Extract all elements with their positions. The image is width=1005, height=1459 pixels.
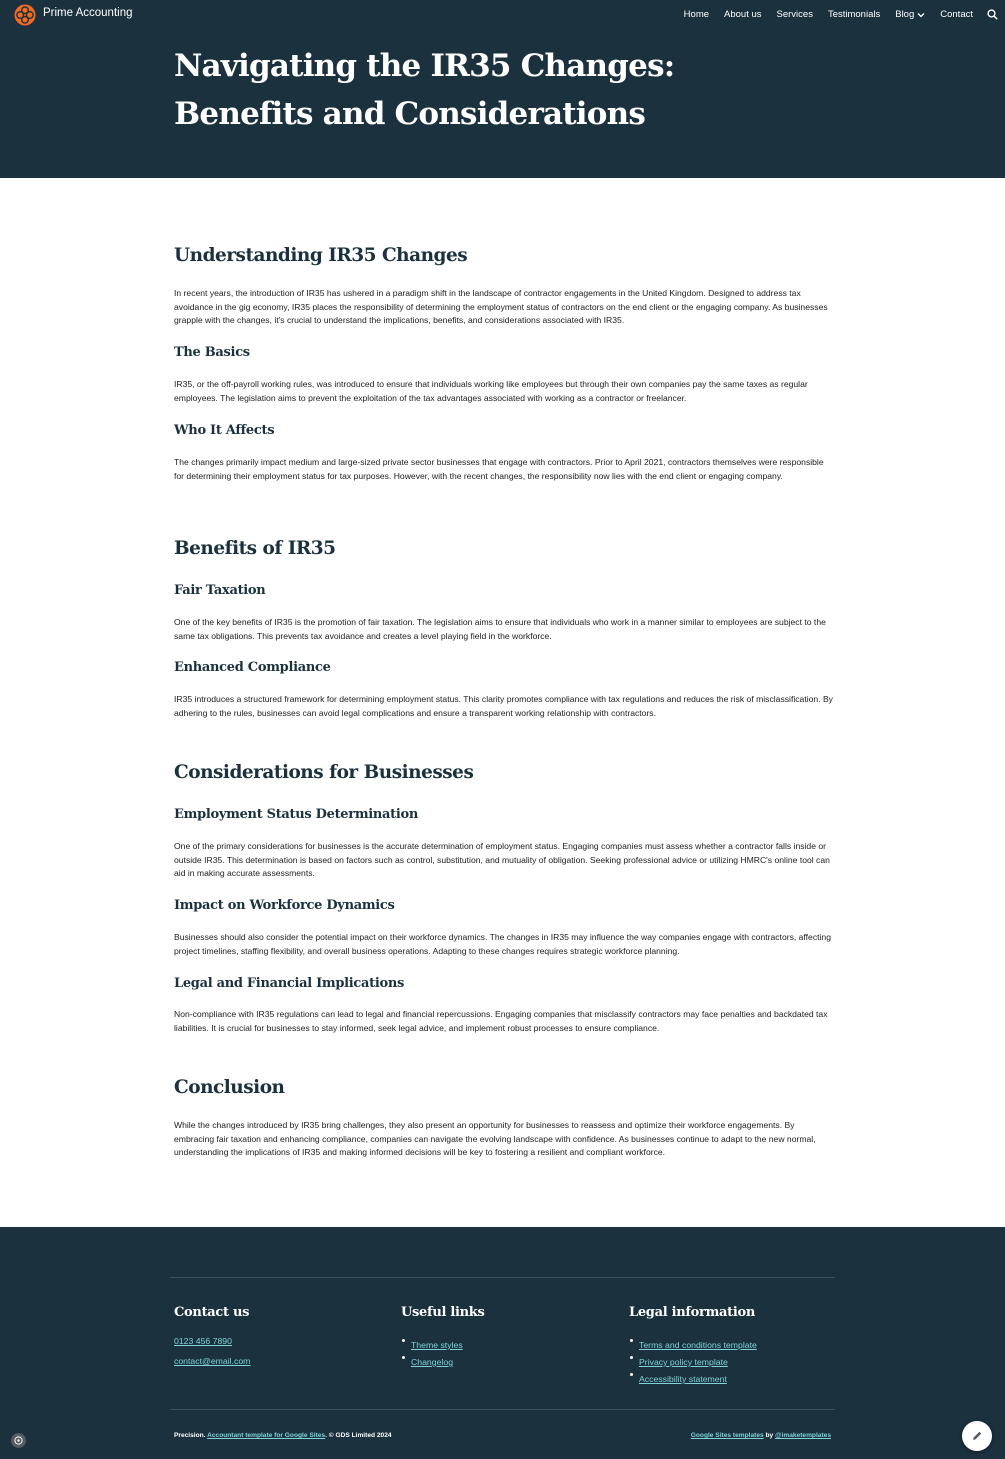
- nav-links: [669, 0, 998, 29]
- paragraph-employment-status: One of the primary considerations for businesses is the accurate determination of employment status. Engaging companies must assess whether a contractor falls inside or outside IR35. This determination is based on factors such as control, substitution, and mutuality of obligation. Seeking professional advice or utilizing HMRC's online tool can aid in making accurate assessments.: [174, 841, 830, 879]
- footer-link-changelog[interactable]: Changelog: [411, 1357, 454, 1367]
- pencil-icon: [971, 1430, 983, 1442]
- footer-useful-links-list: [401, 1335, 485, 1369]
- paragraph-who-it-affects: The changes primarily impact medium and large-sized private sector businesses that engage with contractors. Prior to April 2021, contractors themselves were responsible for determining their employment status for tax purposes. However, with the recent changes, the responsibility now lies with the end client or engaging company.: [174, 457, 824, 481]
- paragraph-enhanced-compliance: IR35 introduces a structured framework for determining employment status. This clarity promotes compliance with tax regulations and reduces the risk of misclassification. By adhering to the rules, businesses can avoid legal complications and ensure a transparent working relationship with contractors.: [174, 694, 833, 718]
- footer-email-link[interactable]: contact@email.com: [174, 1356, 251, 1366]
- footer-template-link[interactable]: Accountant template for Google Sites: [207, 1432, 326, 1439]
- subheading-enhanced-compliance: Enhanced Compliance: [174, 660, 331, 675]
- page-title: Navigating the IR35 Changes: Benefits and Considerations: [174, 48, 675, 132]
- nav-testimonials[interactable]: Testimonials: [827, 9, 881, 20]
- list-item: [629, 1352, 757, 1369]
- footer-divider-bottom: [170, 1409, 835, 1410]
- nav-contact[interactable]: Contact: [940, 9, 973, 20]
- paragraph-workforce-dynamics: Businesses should also consider the potential impact on their workforce dynamics. The changes in IR35 may influence the way companies engage with contractors, affecting project timelines, staffing flexibility, and overall business operations. Adapting to these changes requires strategic workforce planning.: [174, 932, 831, 956]
- edit-page-button[interactable]: [962, 1421, 992, 1451]
- paragraph-legal-financial: Non-compliance with IR35 regulations can lead to legal and financial repercussions. Engaging companies that misclassify contractors may face penalties and backdated tax liabilities. It is crucial for businesses to stay informed, seek legal advice, and implement robust processes to ensure compliance.: [174, 1009, 828, 1033]
- section-heading-understanding: Understanding IR35 Changes: [174, 245, 468, 266]
- paragraph-basics: IR35, or the off-payroll working rules, was introduced to ensure that individuals working like employees but through their own companies pay the same taxes as regular employees. The legislation aims to prevent the exploitation of the tax advantages associated with working as a contractor or freelancer.: [174, 379, 808, 403]
- nav-home[interactable]: Home: [683, 9, 710, 20]
- site-info-button[interactable]: [11, 1433, 26, 1448]
- footer-legal-column: [629, 1305, 757, 1386]
- footer-credit-prefix: Precision.: [174, 1432, 206, 1439]
- footer-google-sites-templates-link[interactable]: Google Sites templates: [690, 1432, 764, 1439]
- section-heading-conclusion: Conclusion: [174, 1077, 285, 1098]
- footer-divider-top: [170, 1277, 835, 1278]
- footer-credit-by: by: [765, 1432, 774, 1439]
- section-heading-benefits: Benefits of IR35: [174, 538, 336, 559]
- footer-contact-column: [174, 1305, 250, 1366]
- footer-legal-heading: Legal information: [629, 1305, 756, 1320]
- footer-link-terms[interactable]: Terms and conditions template: [639, 1340, 757, 1350]
- subheading-basics: The Basics: [174, 345, 250, 360]
- footer-credit-right: [691, 1432, 831, 1439]
- paragraph-intro: In recent years, the introduction of IR35 has ushered in a paradigm shift in the landscape of contractor engagements in the United Kingdom. Designed to address tax avoidance in the gig economy, IR35 places the responsibility of determining the employment status of contractors on the end client or the engaging company. As businesses grapple with the changes, it's crucial to understand the implications, benefits, and considerations associated with IR35.: [174, 288, 828, 326]
- nav-blog-label: Blog: [895, 9, 915, 20]
- footer-useful-links-heading: Useful links: [401, 1305, 485, 1320]
- paragraph-conclusion: While the changes introduced by IR35 bring challenges, they also present an opportunity for businesses to reassess and optimize their workforce engagements. By embracing fair taxation and enhancing compliance, companies can navigate the evolving landscape with confidence. As businesses continue to adapt to the new normal, understanding the implications of IR35 and making informed decisions will be key to fostering a resilient and compliant workforce.: [174, 1120, 816, 1158]
- subheading-fair-taxation: Fair Taxation: [174, 583, 266, 598]
- footer-credit-left: [174, 1432, 392, 1439]
- site-brand-link[interactable]: Prime Accounting: [43, 7, 133, 19]
- paragraph-fair-taxation: One of the key benefits of IR35 is the promotion of fair taxation. The legislation aims to ensure that individuals who work in a manner similar to employees are subject to the same tax obligations. This prevents tax avoidance and creates a level playing field in the workforce.: [174, 617, 826, 641]
- footer-link-accessibility[interactable]: Accessibility statement: [639, 1374, 727, 1384]
- search-icon: [987, 9, 998, 20]
- subheading-workforce-dynamics: Impact on Workforce Dynamics: [174, 898, 395, 913]
- footer-link-theme-styles[interactable]: Theme styles: [411, 1340, 463, 1350]
- list-item: [401, 1352, 485, 1369]
- page-footer: [0, 1227, 1005, 1459]
- info-icon: [14, 1436, 23, 1445]
- footer-link-privacy[interactable]: Privacy policy template: [639, 1357, 728, 1367]
- subheading-legal-financial: Legal and Financial Implications: [174, 976, 405, 991]
- section-heading-considerations: Considerations for Businesses: [174, 762, 474, 783]
- chevron-down-icon[interactable]: [917, 12, 925, 18]
- nav-blog[interactable]: [895, 9, 925, 20]
- footer-contact-heading: Contact us: [174, 1305, 250, 1320]
- subheading-employment-status: Employment Status Determination: [174, 807, 419, 822]
- prime-accounting-logo-icon[interactable]: [14, 4, 36, 26]
- nav-services[interactable]: Services: [776, 9, 813, 20]
- page-header: [0, 0, 1005, 178]
- list-item: [629, 1369, 757, 1386]
- search-button[interactable]: [987, 9, 998, 20]
- footer-phone-link[interactable]: 0123 456 7890: [174, 1336, 232, 1346]
- nav-about-us[interactable]: About us: [724, 9, 762, 20]
- list-item: [629, 1335, 757, 1352]
- subheading-who-it-affects: Who It Affects: [174, 423, 275, 438]
- footer-legal-list: [629, 1335, 757, 1386]
- footer-copyright: . © GDS Limited 2024: [325, 1432, 392, 1439]
- footer-imaketemplates-link[interactable]: @imaketemplates: [775, 1432, 831, 1439]
- top-navigation: [0, 0, 1005, 29]
- footer-useful-links-column: [401, 1305, 485, 1369]
- list-item: [401, 1335, 485, 1352]
